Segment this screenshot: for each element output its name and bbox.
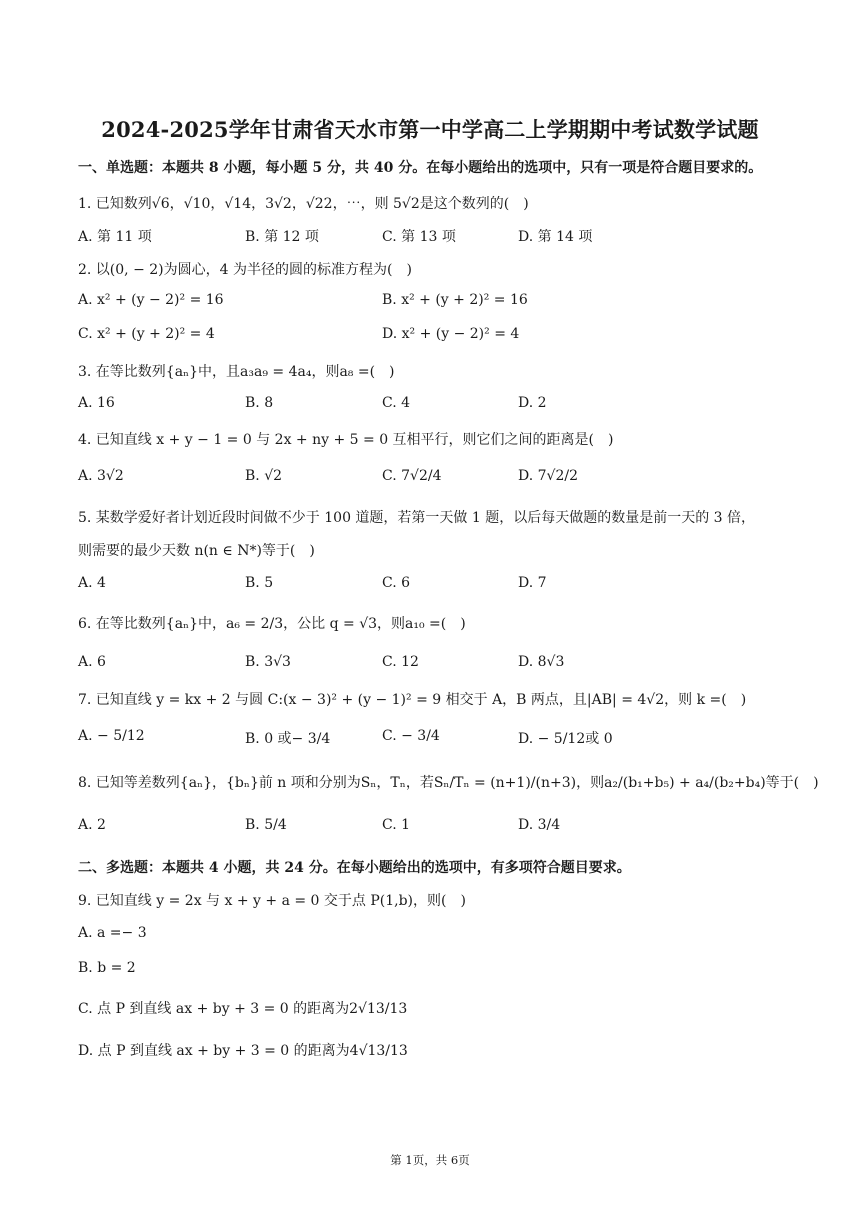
question-4-option-a: A. 3√2 <box>78 468 124 484</box>
question-8-option-d: D. 3/4 <box>518 817 561 833</box>
question-4-option-b: B. √2 <box>245 468 283 484</box>
question-4-option-d: D. 7√2/2 <box>518 468 578 484</box>
question-7-option-d: D. − 5/12或 0 <box>518 731 613 747</box>
question-9-option-a: A. a =− 3 <box>78 925 147 941</box>
question-1-option-d: D. 第 14 项 <box>518 229 593 245</box>
question-6-option-a: A. 6 <box>78 654 106 670</box>
question-5-option-d: D. 7 <box>518 575 547 591</box>
question-2-option-d: D. x² + (y − 2)² = 4 <box>382 326 520 342</box>
question-3-option-b: B. 8 <box>245 395 274 411</box>
page-footer: 第 1页，共 6页 <box>390 1153 470 1167</box>
question-9-stem: 9. 已知直线 y = 2x 与 x + y + a = 0 交于点 P(1,b)，则( ) <box>78 893 466 909</box>
question-2-option-b: B. x² + (y + 2)² = 16 <box>382 292 528 308</box>
section-heading-single-choice: 一、单选题：本题共 8 小题，每小题 5 分，共 40 分。在每小题给出的选项中，只有一项是符合题目要求的。 <box>78 160 763 176</box>
question-9-option-b: B. b = 2 <box>78 960 136 976</box>
question-2-stem: 2. 以(0, − 2)为圆心，4 为半径的圆的标准方程为( ) <box>78 262 412 278</box>
question-7-option-b: B. 0 或− 3/4 <box>245 731 331 747</box>
question-5-stem: 5. 某数学爱好者计划近段时间做不少于 100 道题，若第一天做 1 题，以后每天做题的数量是前一天的 3 倍， <box>78 510 756 526</box>
question-7-option-c: C. − 3/4 <box>382 728 440 744</box>
question-2-option-c: C. x² + (y + 2)² = 4 <box>78 326 215 342</box>
question-9-option-c: C. 点 P 到直线 ax + by + 3 = 0 的距离为2√13/13 <box>78 1001 408 1017</box>
question-3-option-c: C. 4 <box>382 395 411 411</box>
question-8-stem: 8. 已知等差数列{aₙ}，{bₙ}前 n 项和分别为Sₙ，Tₙ，若Sₙ/Tₙ = (n+1)/(n+3)，则a₂/(b₁+b₅) + a₄/(b₂+b₄)等于( ) <box>78 775 819 791</box>
question-6-stem: 6. 在等比数列{aₙ}中，a₆ = 2/3，公比 q = √3，则a₁₀ =( ) <box>78 616 466 632</box>
question-5-option-a: A. 4 <box>78 575 106 591</box>
question-8-option-c: C. 1 <box>382 817 411 833</box>
page-title: 2024-2025学年甘肃省天水市第一中学高二上学期期中考试数学试题 <box>101 117 759 142</box>
question-5-option-c: C. 6 <box>382 575 411 591</box>
question-8-option-b: B. 5/4 <box>245 817 287 833</box>
question-7-option-a: A. − 5/12 <box>78 728 145 744</box>
question-4-stem: 4. 已知直线 x + y − 1 = 0 与 2x + ny + 5 = 0 互相平行，则它们之间的距离是( ) <box>78 432 614 448</box>
section-heading-multiple-choice: 二、多选题：本题共 4 小题，共 24 分。在每小题给出的选项中，有多项符合题目要求。 <box>78 860 631 876</box>
question-3-stem: 3. 在等比数列{aₙ}中，且a₃a₉ = 4a₄，则a₈ =( ) <box>78 364 395 380</box>
question-6-option-d: D. 8√3 <box>518 654 565 670</box>
question-3-option-a: A. 16 <box>78 395 115 411</box>
question-1-stem: 1. 已知数列√6，√10，√14，3√2，√22，⋯，则 5√2是这个数列的( ) <box>78 196 529 212</box>
question-5-stem-continued: 则需要的最少天数 n(n ∈ N*)等于( ) <box>78 543 315 559</box>
question-1-option-a: A. 第 11 项 <box>78 229 152 245</box>
question-6-option-c: C. 12 <box>382 654 419 670</box>
question-1-option-c: C. 第 13 项 <box>382 229 456 245</box>
question-3-option-d: D. 2 <box>518 395 547 411</box>
question-4-option-c: C. 7√2/4 <box>382 468 442 484</box>
question-2-option-a: A. x² + (y − 2)² = 16 <box>78 292 224 308</box>
question-8-option-a: A. 2 <box>78 817 106 833</box>
question-7-stem: 7. 已知直线 y = kx + 2 与圆 C:(x − 3)² + (y − 1)² = 9 相交于 A，B 两点，且|AB| = 4√2，则 k =( ) <box>78 692 747 708</box>
question-9-option-d: D. 点 P 到直线 ax + by + 3 = 0 的距离为4√13/13 <box>78 1043 408 1059</box>
question-5-option-b: B. 5 <box>245 575 274 591</box>
question-1-option-b: B. 第 12 项 <box>245 229 319 245</box>
question-6-option-b: B. 3√3 <box>245 654 291 670</box>
